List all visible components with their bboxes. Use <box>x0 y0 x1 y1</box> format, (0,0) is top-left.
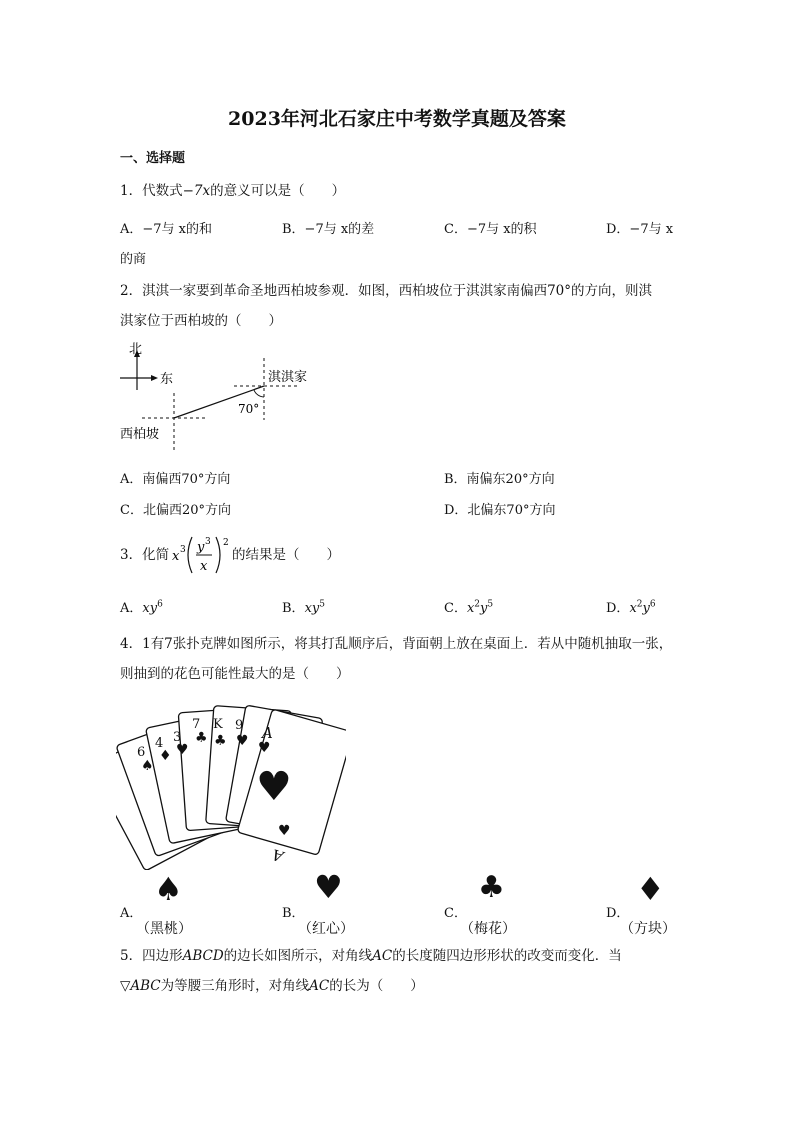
playing-cards-figure <box>116 698 346 870</box>
question-3-suffix: 的结果是（ ） <box>232 547 340 563</box>
diagonal-name: AC <box>372 948 393 964</box>
diamond-icon: ♦ <box>159 748 172 764</box>
option-exponent: 2 <box>474 599 481 610</box>
question-1-option-b[interactable]: B．−7与 x的差 <box>282 222 375 237</box>
page-title: 2023年河北石家庄中考数学真题及答案 <box>228 108 566 130</box>
question-3-expression <box>170 533 232 577</box>
expr-base: x <box>172 549 180 564</box>
question-1-option-a[interactable]: A．−7与 x的和 <box>120 222 213 237</box>
card-rank: 7 <box>192 717 201 732</box>
option-base: y <box>480 601 488 616</box>
question-4-line-2: 则抽到的花色可能性最大的是（ ） <box>120 666 350 682</box>
club-icon: ♣ <box>214 733 227 749</box>
card-rank: A <box>262 724 273 742</box>
option-label: B． <box>282 601 305 616</box>
question-1-stem <box>120 181 345 201</box>
option-label: D． <box>606 601 630 616</box>
question-2-option-c[interactable]: C．北偏西20°方向 <box>120 503 231 518</box>
card-rank: 3 <box>173 730 182 745</box>
club-icon: ♣ <box>195 730 208 746</box>
option-base: xy <box>142 601 158 616</box>
expr-base-exponent: 3 <box>180 545 186 555</box>
direction-figure <box>112 338 332 456</box>
club-icon: ♣ <box>478 870 505 905</box>
spade-icon: ♠ <box>154 870 183 908</box>
option-label: B． <box>282 906 305 921</box>
heart-icon: ♥ <box>236 733 249 749</box>
question-4-option-a[interactable] <box>120 870 240 937</box>
option-base: x <box>466 601 475 616</box>
option-caption: （梅花） <box>460 921 516 937</box>
site-label: 西柏坡 <box>120 427 160 442</box>
text-segment: 的长度随四边形形状的改变而变化．当 <box>392 948 622 964</box>
card-rank: K <box>213 717 223 732</box>
triangle-symbol: ▽ <box>120 978 131 994</box>
question-1-option-c[interactable]: C．−7与 x的积 <box>444 222 537 237</box>
option-label: D． <box>606 906 630 921</box>
question-2-option-b[interactable]: B．南偏东20°方向 <box>444 472 555 487</box>
expr-outer-exponent: 2 <box>223 538 229 548</box>
option-label: A． <box>120 906 143 921</box>
expr-numerator-exponent: 3 <box>205 537 211 547</box>
question-1-option-d[interactable]: D．−7与 x <box>606 222 674 237</box>
text-segment: 5．四边形 <box>120 948 183 964</box>
text-segment: 的边长如图所示，对角线 <box>223 948 373 964</box>
option-caption: （红心） <box>298 921 354 937</box>
question-5-line-2 <box>120 976 424 996</box>
option-label: A． <box>120 601 143 616</box>
question-3-option-a[interactable] <box>120 597 163 616</box>
question-3-option-c[interactable] <box>444 597 493 616</box>
option-label: C． <box>444 601 467 616</box>
heart-icon: ♥ <box>176 742 189 758</box>
card-rank: 4 <box>155 736 164 751</box>
question-1-expression: −7x <box>182 183 211 199</box>
option-exponent: 2 <box>636 599 643 610</box>
triangle-name: ABC <box>130 978 161 994</box>
home-label: 淇淇家 <box>268 370 308 385</box>
question-2-line-2: 淇家位于西柏坡的（ ） <box>120 313 282 329</box>
question-1-option-d-continued: 的商 <box>120 252 147 267</box>
option-exponent: 5 <box>319 599 325 610</box>
question-2-line-1: 2．淇淇一家要到革命圣地西柏坡参观．如图，西柏坡位于淇淇家南偏西70°的方向，则淇 <box>120 283 653 299</box>
question-3-option-d[interactable] <box>606 597 656 616</box>
expr-numerator: y <box>197 540 205 555</box>
question-5-line-1 <box>120 946 622 966</box>
heart-icon: ♥ <box>258 740 271 756</box>
card-rank-inverted: A <box>270 845 286 866</box>
option-caption: （黑桃） <box>136 921 192 937</box>
heart-icon: ♥ <box>314 868 343 906</box>
question-4-option-b[interactable] <box>282 868 402 937</box>
diagonal-name: AC <box>309 978 330 994</box>
expr-denominator: x <box>200 559 208 574</box>
north-label: 北 <box>129 342 143 357</box>
question-3-prefix: 3．化简 <box>120 547 170 563</box>
question-1-suffix: 的意义可以是（ ） <box>210 183 346 199</box>
question-4-option-c[interactable] <box>444 870 564 937</box>
diamond-icon: ♦ <box>636 870 665 908</box>
east-label: 东 <box>160 372 174 387</box>
card-rank: 9 <box>235 718 244 733</box>
option-base: y <box>642 601 650 616</box>
question-2-option-a[interactable]: A．南偏西70°方向 <box>120 472 231 487</box>
option-exponent: 6 <box>649 599 656 610</box>
option-base: xy <box>304 601 320 616</box>
option-base: x <box>629 601 637 616</box>
quadrilateral-name: ABCD <box>182 948 224 964</box>
question-2-option-d[interactable]: D．北偏东70°方向 <box>444 503 556 518</box>
text-segment: 的长为（ ） <box>329 978 424 994</box>
heart-icon: ♥ <box>256 764 292 810</box>
option-label: C． <box>444 906 467 921</box>
spade-icon: ♠ <box>141 758 154 774</box>
option-exponent: 6 <box>157 599 163 610</box>
question-3-option-b[interactable] <box>282 597 325 616</box>
card-rank: 6 <box>137 745 146 760</box>
question-4-option-d[interactable] <box>606 870 726 937</box>
option-caption: （方块） <box>620 921 676 937</box>
question-1-prefix: 1．代数式 <box>120 183 183 199</box>
angle-label: 70° <box>238 402 260 416</box>
option-exponent: 5 <box>487 599 494 610</box>
text-segment: 为等腰三角形时，对角线 <box>160 978 310 994</box>
question-4-line-1: 4．1有7张扑克牌如图所示，将其打乱顺序后，背面朝上放在桌面上．若从中随机抽取一张， <box>120 636 673 652</box>
heart-icon: ♥ <box>278 823 291 839</box>
section-heading: 一、选择题 <box>120 151 186 166</box>
